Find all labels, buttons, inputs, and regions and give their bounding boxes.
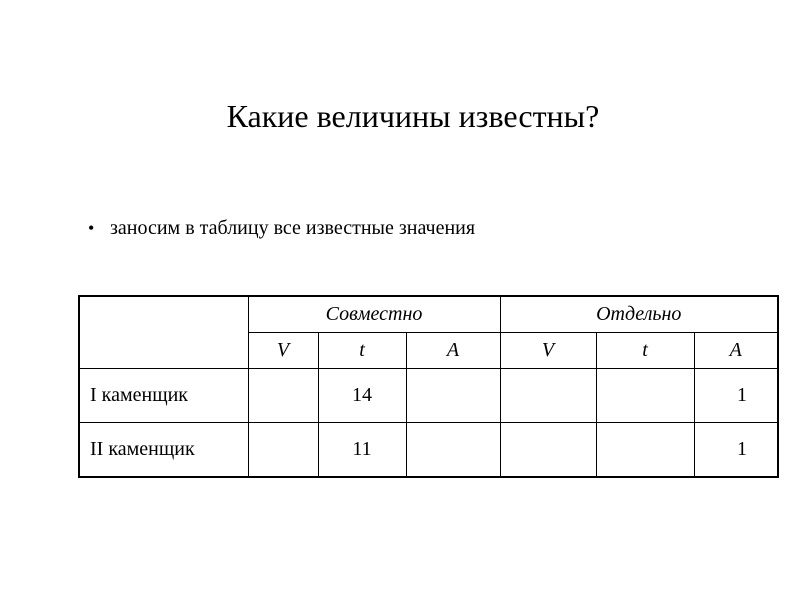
subheader-cell: V (248, 333, 318, 369)
slide-title: Какие величины известны? (226, 98, 600, 134)
values-table (78, 295, 779, 478)
table-header-row (79, 296, 778, 333)
table-cell (406, 423, 500, 478)
table-cell (406, 369, 500, 423)
bullet-dot-icon: • (88, 218, 95, 238)
table-cell: 1 (694, 369, 778, 423)
table-corner-cell (79, 296, 248, 369)
subheader-cell: A (694, 333, 778, 369)
table-row (79, 369, 778, 423)
group-header-together: Совместно (248, 296, 500, 333)
subheader-cell: V (500, 333, 596, 369)
table-cell (596, 369, 694, 423)
table-cell (248, 423, 318, 478)
subheader-cell: A (406, 333, 500, 369)
table-cell: 11 (318, 423, 406, 478)
row-label: II каменщик (79, 423, 248, 478)
bullet-text: заносим в таблицу все известные значения (110, 217, 476, 239)
subheader-cell: t (318, 333, 406, 369)
table-cell (500, 423, 596, 478)
table-cell (596, 423, 694, 478)
table-cell (500, 369, 596, 423)
table-cell: 14 (318, 369, 406, 423)
table-row (79, 423, 778, 478)
row-label: I каменщик (79, 369, 248, 423)
bullet-item (88, 214, 475, 242)
subheader-cell: t (596, 333, 694, 369)
table-cell: 1 (694, 423, 778, 478)
group-header-separately: Отдельно (500, 296, 778, 333)
table-cell (248, 369, 318, 423)
